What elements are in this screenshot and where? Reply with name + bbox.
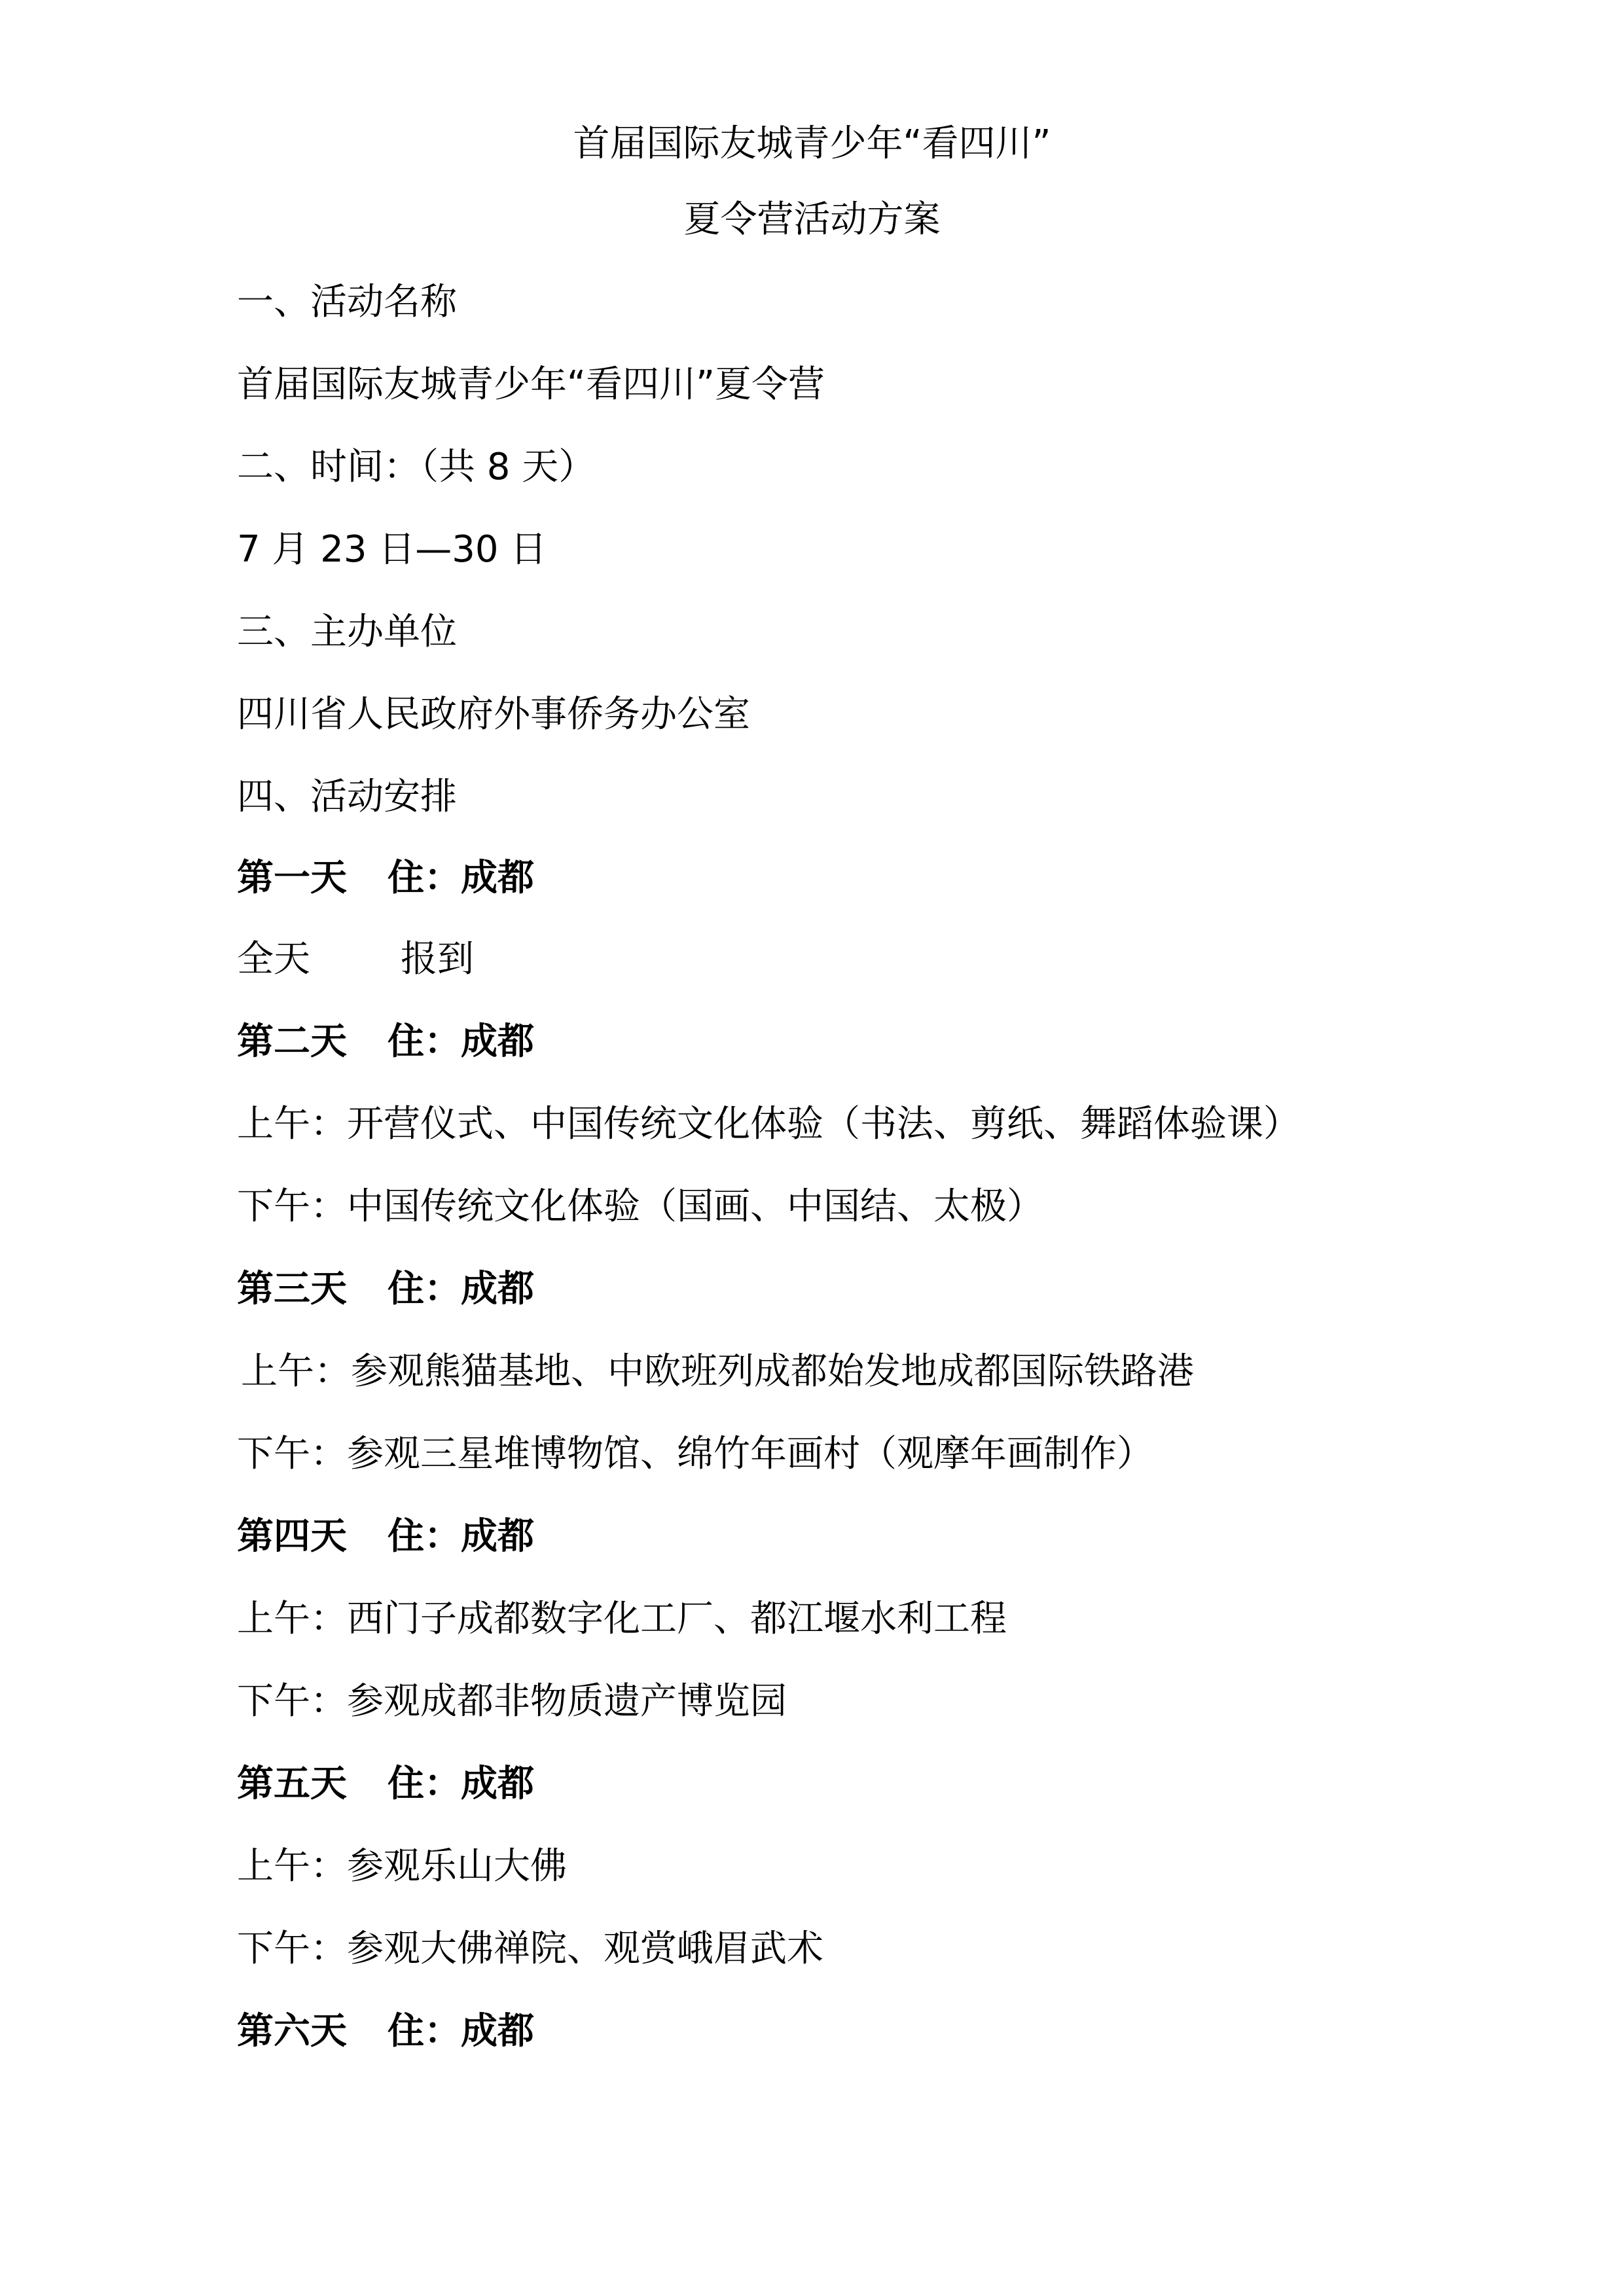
day-2-entry-1: 上午：开营仪式、中国传统文化体验（书法、剪纸、舞蹈体验课） — [237, 1103, 1300, 1145]
entry-time: 全天 — [237, 938, 310, 980]
day-1-header — [237, 852, 534, 905]
day-1-entry-1 — [237, 933, 474, 986]
day-3-entry-1: 上午：参观熊猫基地、中欧班列成都始发地成都国际铁路港 — [241, 1350, 1194, 1393]
day-label: 第六天 — [237, 2010, 347, 2053]
day-stay: 住：成都 — [388, 1020, 534, 1063]
day-label: 第五天 — [237, 1763, 347, 1805]
day-stay: 住：成都 — [388, 857, 534, 899]
document-title-line-2: 夏令营活动方案 — [683, 198, 941, 241]
section-4-heading: 四、活动安排 — [237, 776, 457, 818]
day-stay: 住：成都 — [388, 1515, 534, 1558]
day-5-header — [237, 1758, 534, 1810]
day-stay: 住：成都 — [388, 1763, 534, 1805]
section-2-heading: 二、时间：（共 8 天） — [237, 446, 596, 488]
day-label: 第三天 — [237, 1268, 347, 1310]
day-3-entry-2: 下午：参观三星堆博物馆、绵竹年画村（观摩年画制作） — [237, 1433, 1153, 1475]
section-3-body: 四川省人民政府外事侨务办公室 — [237, 693, 750, 736]
day-3-header — [237, 1263, 534, 1316]
day-label: 第四天 — [237, 1515, 347, 1558]
day-5-entry-1: 上午：参观乐山大佛 — [237, 1845, 567, 1888]
section-3-heading: 三、主办单位 — [237, 611, 457, 653]
day-2-entry-2: 下午：中国传统文化体验（国画、中国结、太极） — [237, 1185, 1043, 1228]
day-stay: 住：成都 — [388, 1268, 534, 1310]
day-4-header — [237, 1511, 534, 1563]
section-2-body: 7 月 23 日—30 日 — [237, 528, 547, 571]
day-label: 第二天 — [237, 1020, 347, 1063]
day-stay: 住：成都 — [388, 2010, 534, 2053]
section-1-heading: 一、活动名称 — [237, 281, 457, 323]
day-6-header — [237, 2005, 534, 2058]
section-1-body: 首届国际友城青少年“看四川”夏令营 — [237, 363, 825, 406]
entry-activity: 报到 — [401, 938, 474, 980]
day-2-header — [237, 1016, 534, 1068]
day-label: 第一天 — [237, 857, 347, 899]
day-5-entry-2: 下午：参观大佛禅院、观赏峨眉武术 — [237, 1928, 823, 1970]
day-4-entry-2: 下午：参观成都非物质遗产博览园 — [237, 1680, 787, 1723]
day-4-entry-1: 上午：西门子成都数字化工厂、都江堰水利工程 — [237, 1598, 1007, 1640]
document-title-line-1: 首届国际友城青少年“看四川” — [573, 122, 1051, 165]
